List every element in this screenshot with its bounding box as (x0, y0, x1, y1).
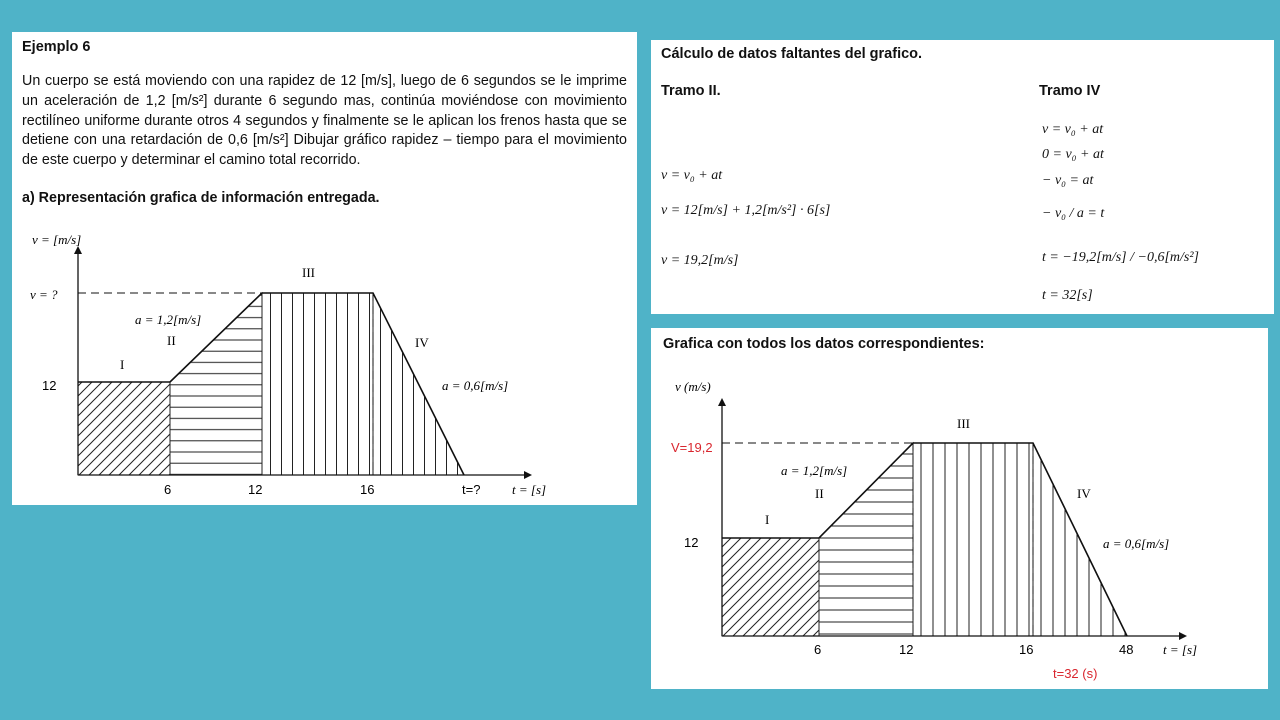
area-segment-iii (262, 293, 373, 475)
x-tick-label: 12 (899, 642, 914, 657)
annotation: a = 1,2[m/s] (781, 463, 848, 478)
x-tick-label: 16 (1019, 642, 1034, 657)
annotation: a = 1,2[m/s] (135, 312, 202, 327)
x-axis-label: t = [s] (1163, 642, 1198, 657)
segment-label: IV (1077, 486, 1091, 501)
segment-label: I (765, 512, 770, 527)
chart-final (651, 328, 1268, 689)
y-axis-label: v (m/s) (675, 379, 711, 394)
area-segment-i (722, 538, 819, 636)
equation: v = v₀ + at (661, 168, 723, 183)
equation: t = 32[s] (1042, 288, 1093, 303)
problem-paragraph: Un cuerpo se está moviendo con una rapidez de 12 [m/s], luego de 6 segundos se le imprime un aceleración de 1,2 [m/s²] durante 6 segundo mas, continúa moviéndose con movimiento rectilíneo uniforme durante otros 4 segundos y finalmente se le aplican los frenos hasta que se detiene con una retardación de 0,6 [m/s²] Dibujar gráfico rapidez – tiempo para el movimiento de este cuerpo y determinar el camino total recorrido. (22, 73, 627, 169)
y-tick-label: 12 (42, 378, 57, 393)
segment-label: II (167, 333, 176, 348)
equation: t = −19,2[m/s] / −0,6[m/s²] (1042, 250, 1200, 265)
equation: v = 12[m/s] + 1,2[m/s²] · 6[s] (661, 203, 831, 218)
annotation: a = 0,6[m/s] (442, 378, 509, 393)
annotation: a = 0,6[m/s] (1103, 536, 1170, 551)
equation: − v₀ / a = t (1042, 206, 1105, 221)
y-axis-label: v = [m/s] (32, 232, 82, 247)
segment-label: III (302, 265, 315, 280)
segment-label: I (120, 357, 125, 372)
equation: 0 = v₀ + at (1042, 147, 1104, 162)
segment-label: II (815, 486, 824, 501)
x-tick-label: 48 (1119, 642, 1134, 657)
problem-title: Ejemplo 6 (22, 39, 91, 55)
tramo2-heading: Tramo II. (661, 83, 721, 99)
y-tick-label: 12 (684, 535, 699, 550)
tramo4-heading: Tramo IV (1039, 83, 1101, 99)
x-axis-label: t = [s] (512, 482, 547, 497)
x-tick-label: 6 (164, 482, 172, 497)
area-segment-iii (913, 443, 1033, 636)
final-chart-panel (651, 328, 1268, 689)
chart-sketch (12, 32, 637, 505)
problem-panel (12, 32, 637, 505)
x-tick-label: t=? (462, 482, 481, 497)
equation: v = 19,2[m/s] (661, 253, 739, 268)
problem-subheading: a) Representación grafica de información entregada. (22, 190, 380, 206)
segment-label: IV (415, 335, 429, 350)
equation: − v₀ = at (1042, 173, 1094, 188)
x-tick-label: 16 (360, 482, 375, 497)
area-segment-i (78, 382, 170, 475)
y-tick-label: V=19,2 (671, 440, 713, 455)
segment-label: III (957, 416, 970, 431)
x-tick-label: 12 (248, 482, 263, 497)
equation: v = v₀ + at (1042, 122, 1104, 137)
calculation-panel (651, 40, 1274, 314)
y-tick-label: v = ? (30, 287, 58, 302)
final-chart-title: Grafica con todos los datos correspondientes: (663, 336, 985, 352)
x-tick-label: 6 (814, 642, 822, 657)
annotation: t=32 (s) (1053, 666, 1098, 681)
calc-title: Cálculo de datos faltantes del grafico. (661, 46, 923, 62)
